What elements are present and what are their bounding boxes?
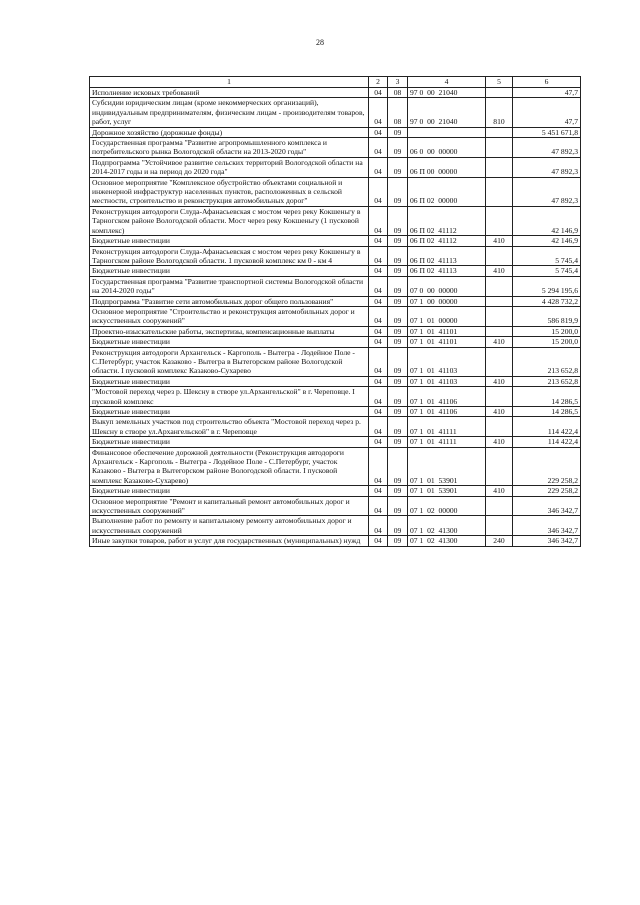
subsection-code-cell: 09: [388, 157, 408, 177]
subsection-code-cell: 09: [388, 236, 408, 246]
table-row: [90, 376, 581, 386]
row-name-cell: Реконструкция автодороги Слуда-Афанасьевская с мостом через реку Кокшеньгу в Тарногском районе Вологодской области. 1 пусковой комплекс км 0 - км 4: [90, 246, 369, 266]
amount-cell: 213 652,8: [513, 376, 581, 386]
row-name-cell: Бюджетные инвестиции: [90, 437, 369, 447]
row-name-cell: Иные закупки товаров, работ и услуг для государственных (муниципальных) нужд: [90, 536, 369, 546]
amount-cell: 47 892,3: [513, 177, 581, 206]
subsection-code-cell: 09: [388, 437, 408, 447]
target-article-cell: 06 0 00 00000: [408, 138, 486, 158]
expense-type-cell: 410: [486, 486, 513, 496]
subsection-code-cell: 09: [388, 306, 408, 326]
section-code-cell: 04: [369, 246, 388, 266]
expense-type-cell: 240: [486, 536, 513, 546]
amount-cell: 15 200,0: [513, 326, 581, 336]
row-name-cell: Дорожное хозяйство (дорожные фонды): [90, 127, 369, 137]
table-row: [90, 407, 581, 417]
subsection-code-cell: 09: [388, 276, 408, 296]
amount-cell: 5 745,4: [513, 266, 581, 276]
expense-type-cell: [486, 326, 513, 336]
table-row: [90, 417, 581, 437]
amount-cell: 42 146,9: [513, 206, 581, 235]
expense-type-cell: [486, 496, 513, 516]
subsection-code-cell: 09: [388, 127, 408, 137]
target-article-cell: 07 1 01 41103: [408, 347, 486, 376]
row-name-cell: Бюджетные инвестиции: [90, 337, 369, 347]
amount-cell: 47 892,3: [513, 138, 581, 158]
amount-cell: 346 342,7: [513, 516, 581, 536]
table-row: [90, 138, 581, 158]
table-row: [90, 516, 581, 536]
expense-type-cell: [486, 347, 513, 376]
section-code-cell: 04: [369, 516, 388, 536]
target-article-cell: [408, 127, 486, 137]
target-article-cell: 07 1 01 41111: [408, 437, 486, 447]
section-code-cell: 04: [369, 417, 388, 437]
section-code-cell: 04: [369, 486, 388, 496]
expense-type-cell: 410: [486, 437, 513, 447]
table-row: [90, 496, 581, 516]
amount-cell: 4 428 732,2: [513, 296, 581, 306]
column-header: 2: [369, 77, 388, 88]
target-article-cell: 07 1 02 41300: [408, 536, 486, 546]
subsection-code-cell: 08: [388, 98, 408, 127]
expense-type-cell: [486, 127, 513, 137]
subsection-code-cell: 09: [388, 347, 408, 376]
target-article-cell: 06 П 02 41113: [408, 246, 486, 266]
amount-cell: 229 258,2: [513, 447, 581, 486]
amount-cell: 346 342,7: [513, 496, 581, 516]
section-code-cell: 04: [369, 437, 388, 447]
column-header: 5: [486, 77, 513, 88]
column-header: 4: [408, 77, 486, 88]
section-code-cell: 04: [369, 407, 388, 417]
target-article-cell: 07 0 00 00000: [408, 276, 486, 296]
row-name-cell: Государственная программа "Развитие транспортной системы Вологодской области на 2014-2020 годы": [90, 276, 369, 296]
amount-cell: 5 745,4: [513, 246, 581, 266]
section-code-cell: 04: [369, 536, 388, 546]
expense-type-cell: [486, 417, 513, 437]
section-code-cell: 04: [369, 337, 388, 347]
target-article-cell: 06 П 02 41112: [408, 206, 486, 235]
expense-type-cell: [486, 88, 513, 98]
table-row: [90, 236, 581, 246]
amount-cell: 5 294 195,6: [513, 276, 581, 296]
subsection-code-cell: 09: [388, 326, 408, 336]
section-code-cell: 04: [369, 276, 388, 296]
target-article-cell: 07 1 01 41111: [408, 417, 486, 437]
subsection-code-cell: 09: [388, 177, 408, 206]
amount-cell: 5 451 671,8: [513, 127, 581, 137]
expense-type-cell: [486, 276, 513, 296]
row-name-cell: Выполнение работ по ремонту и капитальному ремонту автомобильных дорог и искусственных сооружений: [90, 516, 369, 536]
section-code-cell: 04: [369, 98, 388, 127]
section-code-cell: 04: [369, 236, 388, 246]
expense-type-cell: [486, 177, 513, 206]
section-code-cell: 04: [369, 447, 388, 486]
amount-cell: 14 286,5: [513, 407, 581, 417]
subsection-code-cell: 09: [388, 486, 408, 496]
amount-cell: 47,7: [513, 98, 581, 127]
subsection-code-cell: 09: [388, 536, 408, 546]
column-header: 1: [90, 77, 369, 88]
target-article-cell: 07 1 01 41106: [408, 387, 486, 407]
row-name-cell: Основное мероприятие "Комплексное обустройство объектами социальной и инженерной инфраструктур населенных пунктов, расположенных в сельской местности, строительство и реконструкция автомобильных дорог": [90, 177, 369, 206]
row-name-cell: Бюджетные инвестиции: [90, 486, 369, 496]
subsection-code-cell: 08: [388, 88, 408, 98]
subsection-code-cell: 09: [388, 296, 408, 306]
expense-type-cell: [486, 516, 513, 536]
amount-cell: 114 422,4: [513, 417, 581, 437]
table-row: [90, 347, 581, 376]
table-body: [90, 88, 581, 547]
expense-type-cell: [486, 157, 513, 177]
section-code-cell: 04: [369, 306, 388, 326]
row-name-cell: Финансовое обеспечение дорожной деятельности (Реконструкция автодороги Архангельск - Каргополь - Вытегра - Лодейное Поле - С.Петербург, участок Казаково - Вытегра в Вытегорском районе Вологодской области. I пусковой комплекс Казаково-Сухарево): [90, 447, 369, 486]
target-article-cell: 07 1 01 41101: [408, 337, 486, 347]
subsection-code-cell: 09: [388, 447, 408, 486]
subsection-code-cell: 09: [388, 407, 408, 417]
row-name-cell: Основное мероприятие "Ремонт и капитальный ремонт автомобильных дорог и искусственных сооружений": [90, 496, 369, 516]
column-header: 6: [513, 77, 581, 88]
row-name-cell: Реконструкция автодороги Архангельск - Каргополь - Вытегра - Лодейное Поле - С.Петербург, участок Казаково - Вытегра в Вытегорском районе Вологодской области. I пусковой комплекс Казаково-Сухарево: [90, 347, 369, 376]
section-code-cell: 04: [369, 296, 388, 306]
expense-type-cell: [486, 138, 513, 158]
subsection-code-cell: 09: [388, 516, 408, 536]
expense-type-cell: 410: [486, 236, 513, 246]
table-row: [90, 387, 581, 407]
expense-type-cell: [486, 447, 513, 486]
row-name-cell: Бюджетные инвестиции: [90, 376, 369, 386]
table-row: [90, 296, 581, 306]
column-header: 3: [388, 77, 408, 88]
expense-type-cell: [486, 296, 513, 306]
budget-table: [89, 76, 581, 547]
row-name-cell: Подпрограмма "Устойчивое развитие сельских территорий Вологодской области на 2014-2017 годы и на период до 2020 года": [90, 157, 369, 177]
amount-cell: 114 422,4: [513, 437, 581, 447]
section-code-cell: 04: [369, 326, 388, 336]
section-code-cell: 04: [369, 206, 388, 235]
target-article-cell: 97 0 00 21040: [408, 88, 486, 98]
subsection-code-cell: 09: [388, 417, 408, 437]
amount-cell: 229 258,2: [513, 486, 581, 496]
row-name-cell: Подпрограмма "Развитие сети автомобильных дорог общего пользования": [90, 296, 369, 306]
target-article-cell: 97 0 00 21040: [408, 98, 486, 127]
section-code-cell: 04: [369, 177, 388, 206]
amount-cell: 42 146,9: [513, 236, 581, 246]
section-code-cell: 04: [369, 376, 388, 386]
row-name-cell: Бюджетные инвестиции: [90, 236, 369, 246]
expense-type-cell: [486, 206, 513, 235]
target-article-cell: 07 1 01 53901: [408, 486, 486, 496]
table-row: [90, 266, 581, 276]
table-row: [90, 246, 581, 266]
target-article-cell: 07 1 01 41103: [408, 376, 486, 386]
amount-cell: 346 342,7: [513, 536, 581, 546]
target-article-cell: 07 1 01 53901: [408, 447, 486, 486]
table-row: [90, 88, 581, 98]
table-header-row: [90, 77, 581, 88]
row-name-cell: Проектно-изыскательские работы, экспертизы, компенсационные выплаты: [90, 326, 369, 336]
expense-type-cell: 410: [486, 337, 513, 347]
subsection-code-cell: 09: [388, 266, 408, 276]
table-row: [90, 447, 581, 486]
amount-cell: 15 200,0: [513, 337, 581, 347]
target-article-cell: 07 1 02 00000: [408, 496, 486, 516]
page-number: 28: [316, 38, 324, 47]
section-code-cell: 04: [369, 266, 388, 276]
target-article-cell: 07 1 01 41106: [408, 407, 486, 417]
table-row: [90, 486, 581, 496]
table-row: [90, 98, 581, 127]
amount-cell: 213 652,8: [513, 347, 581, 376]
table-row: [90, 306, 581, 326]
subsection-code-cell: 09: [388, 246, 408, 266]
expense-type-cell: 410: [486, 376, 513, 386]
section-code-cell: 04: [369, 347, 388, 376]
subsection-code-cell: 09: [388, 206, 408, 235]
expense-type-cell: [486, 306, 513, 326]
table-row: [90, 437, 581, 447]
subsection-code-cell: 09: [388, 138, 408, 158]
amount-cell: 586 819,9: [513, 306, 581, 326]
table-row: [90, 276, 581, 296]
row-name-cell: Выкуп земельных участков под строительство объекта "Мостовой переход через р. Шексну в створе ул.Архангельской" в г. Череповце: [90, 417, 369, 437]
row-name-cell: Реконструкция автодороги Слуда-Афанасьевская с мостом через реку Кокшеньгу в Тарногском районе Вологодской области. Мост через реку Кокшеньгу (1 пусковой комплекс): [90, 206, 369, 235]
row-name-cell: Бюджетные инвестиции: [90, 407, 369, 417]
table-row: [90, 337, 581, 347]
target-article-cell: 06 П 02 41112: [408, 236, 486, 246]
amount-cell: 47,7: [513, 88, 581, 98]
table-row: [90, 206, 581, 235]
section-code-cell: 04: [369, 138, 388, 158]
target-article-cell: 07 1 01 41101: [408, 326, 486, 336]
row-name-cell: Государственная программа "Развитие агропромышленного комплекса и потребительского рынка Вологодской области на 2013-2020 годы": [90, 138, 369, 158]
amount-cell: 14 286,5: [513, 387, 581, 407]
target-article-cell: 06 П 02 41113: [408, 266, 486, 276]
row-name-cell: "Мостовой переход через р. Шексну в створе ул.Архангельской" в г. Череповце. I пусковой комплекс: [90, 387, 369, 407]
subsection-code-cell: 09: [388, 496, 408, 516]
table-row: [90, 157, 581, 177]
section-code-cell: 04: [369, 88, 388, 98]
row-name-cell: Бюджетные инвестиции: [90, 266, 369, 276]
target-article-cell: 06 П 02 00000: [408, 177, 486, 206]
target-article-cell: 07 1 01 00000: [408, 306, 486, 326]
target-article-cell: 07 1 02 41300: [408, 516, 486, 536]
expense-type-cell: 410: [486, 407, 513, 417]
subsection-code-cell: 09: [388, 376, 408, 386]
expense-type-cell: 410: [486, 266, 513, 276]
expense-type-cell: [486, 387, 513, 407]
row-name-cell: Субсидии юридическим лицам (кроме некоммерческих организаций), индивидуальным предпринимателям, физическим лицам - производителям товаров, работ, услуг: [90, 98, 369, 127]
subsection-code-cell: 09: [388, 337, 408, 347]
expense-type-cell: 810: [486, 98, 513, 127]
row-name-cell: Исполнение исковых требований: [90, 88, 369, 98]
expense-type-cell: [486, 246, 513, 266]
section-code-cell: 04: [369, 496, 388, 516]
section-code-cell: 04: [369, 387, 388, 407]
table-row: [90, 127, 581, 137]
subsection-code-cell: 09: [388, 387, 408, 407]
table-row: [90, 177, 581, 206]
row-name-cell: Основное мероприятие "Строительство и реконструкция автомобильных дорог и искусственных сооружений": [90, 306, 369, 326]
section-code-cell: 04: [369, 157, 388, 177]
table-row: [90, 326, 581, 336]
target-article-cell: 07 1 00 00000: [408, 296, 486, 306]
section-code-cell: 04: [369, 127, 388, 137]
target-article-cell: 06 П 00 00000: [408, 157, 486, 177]
table-row: [90, 536, 581, 546]
amount-cell: 47 892,3: [513, 157, 581, 177]
